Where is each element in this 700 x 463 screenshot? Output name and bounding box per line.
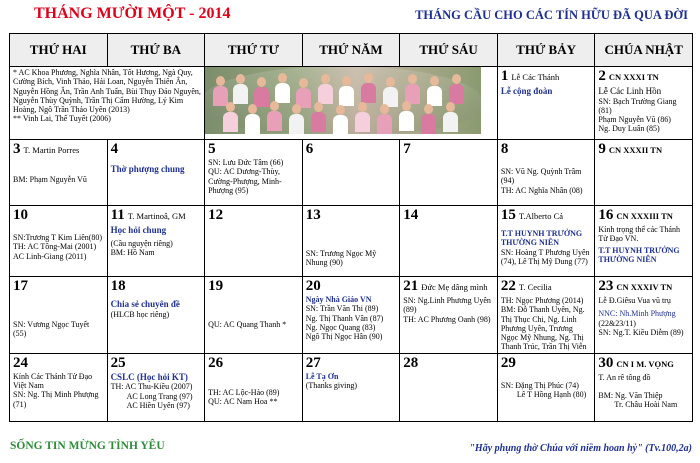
th-note: TH: Ngọc Phương (2014) <box>500 296 584 305</box>
day-cell <box>205 140 303 206</box>
day-event: Kính trọng thể các Thánh Tử Đạo VN. <box>598 225 680 244</box>
day-cell <box>595 277 693 354</box>
weekday-header-row <box>10 34 693 67</box>
day-number: 27 <box>305 354 321 371</box>
day-label: T. Cecilia <box>518 282 552 292</box>
day-number: 7 <box>403 141 411 157</box>
day-cell <box>205 277 303 354</box>
liturgical-label: CN XXXIII TN <box>616 211 673 221</box>
day-cell <box>400 353 498 421</box>
bm-note: Tr. Châu Hoài Nam <box>614 400 678 410</box>
birthday-note: SN: Trần Văn Thi (89) <box>305 304 379 314</box>
day-sub: (22&23/11) <box>598 318 636 328</box>
day-number: 22 <box>500 278 516 294</box>
day-event-2: T.T HUYNH TRƯỞNG <box>598 245 680 255</box>
day-number: 1 <box>500 68 509 84</box>
weekday-saturday: THỨ BẢY <box>497 34 595 67</box>
day-number: 25 <box>110 354 126 371</box>
month-title: THÁNG MƯỜI MỘT - 2014 <box>34 5 231 22</box>
intro-note: * AC Khoa Phương, Nghĩa Nhân, Tốt Hương, Ngà Quy, Cường Bích, Vinh Thảo, Hải Loan, Nguyễn Thiên Ân, Nguyễn Hồng Ân, Trần Anh Tuấn, Bùi Thụy Đảo Nguyên, Nguyễn Thùy Quỳnh, Trần Thị Cẩm Hường, Lý Kim Hoàng, Ngô Trần Thảo Uyên (2013) <box>13 68 201 115</box>
day-number: 2 <box>598 68 606 84</box>
day-cell <box>400 206 498 277</box>
day-event: T. Martin Porres <box>23 145 80 155</box>
week-row <box>10 67 693 140</box>
day-cell <box>302 353 400 421</box>
day-event: Thờ phượng chung <box>110 164 185 174</box>
day-number: 11 <box>110 207 125 223</box>
page-footer <box>0 436 700 463</box>
group-photo-cell <box>205 67 498 140</box>
birthday-note: SN: Trương Ngọc Mỹ Nhung (90) <box>305 249 377 268</box>
day-number: 9 <box>598 141 606 157</box>
day-number: 26 <box>208 354 224 371</box>
group-photo <box>205 67 482 135</box>
day-event: CSLC (Học hỏi KT) <box>110 371 188 382</box>
day-sub: Lễ cộng đoàn <box>500 86 553 96</box>
day-cell <box>497 353 595 421</box>
day-cell <box>595 206 693 277</box>
day-event: T.T HUYNH TRƯỞNG <box>500 229 583 238</box>
birthday-note: SN: Đặng Thị Phúc (74) <box>500 380 579 390</box>
day-event: Học hỏi chung <box>110 225 167 235</box>
day-sub: (Cầu nguyện riêng) <box>110 238 173 248</box>
day-number: 28 <box>403 354 419 371</box>
day-event: Lễ Các Thánh <box>511 72 560 82</box>
birthday-note: Lê T Hồng Hạnh (80) <box>516 390 587 400</box>
intro-note-2: ** Vinh Lai, Thế Tuyết (2006) <box>13 114 111 124</box>
birthday-note: SN:Trương T Kim Liên(80) <box>13 233 103 242</box>
day-event-3: THƯỜNG NIÊN <box>598 254 657 264</box>
day-number: 29 <box>500 354 516 371</box>
liturgical-label: CN XXXI TN <box>608 72 659 82</box>
day-cell <box>497 277 595 354</box>
day-cell <box>107 206 205 277</box>
day-event: Lễ Đ.Giêsu Vua vũ trụ <box>598 296 671 305</box>
day-number: 18 <box>110 278 126 294</box>
day-number: 19 <box>208 278 224 294</box>
birthday-note: Ng. Ngọc Quang (83) <box>305 322 376 332</box>
day-sub: (HLCB học riêng) <box>110 309 170 319</box>
day-cell <box>497 67 595 140</box>
day-number: 23 <box>598 278 614 294</box>
birthday-note: Phạm Nguyễn Vũ (86) <box>598 115 671 125</box>
birthday-note: SN: Lưu Đức Tâm (66) <box>208 158 284 167</box>
day-number: 24 <box>13 354 28 371</box>
liturgical-label: CN I M. VỌNG <box>616 358 674 369</box>
day-number: 8 <box>500 141 509 157</box>
day-number: 13 <box>305 207 321 223</box>
day-number: 14 <box>403 207 419 223</box>
day-event: T. An rê tông đồ <box>598 372 651 382</box>
day-cell <box>205 206 303 277</box>
birthday-note: SN: Hoàng T Phương Uyên (74), Lê Thị Mỹ Dung (77) <box>500 247 590 266</box>
day-label: Đức Mẹ dâng mình <box>421 282 488 292</box>
liturgical-label: CN XXXII TN <box>608 145 663 155</box>
weekday-friday: THỨ SÁU <box>400 34 498 67</box>
th-note: AC Linh-Giang (2011) <box>13 251 87 261</box>
day-cell <box>595 353 693 421</box>
day-cell <box>400 277 498 354</box>
day-cell <box>595 67 693 140</box>
th-note: TH: AC Nghĩa Nhân (08) <box>500 185 583 195</box>
birthday-note: Ng. Duy Luân (85) <box>598 124 660 134</box>
day-cell <box>10 206 108 277</box>
birthday-note: SN: Vũ Ng. Quỳnh Trâm (94) <box>500 167 582 186</box>
day-cell <box>107 277 205 354</box>
footer-motto: SỐNG TIN MỪNG TÌNH YÊU <box>10 440 165 452</box>
bm-note: BM: Ng. Văn Thiệp <box>598 391 663 401</box>
day-number: 5 <box>208 141 216 157</box>
weekday-thursday: THỨ NĂM <box>302 34 400 67</box>
birthday-note: SN: Ng.T. Kiều Diễm (89) <box>598 327 684 337</box>
day-number: 3 <box>13 141 21 157</box>
qu-note: QU: AC Quang Thanh * <box>208 320 287 329</box>
day-cell <box>302 206 400 277</box>
day-cell <box>497 206 595 277</box>
birthday-note: SN: Vương Ngọc Tuyết (55) <box>13 320 90 339</box>
intro-note-cell <box>10 67 205 140</box>
day-number: 16 <box>598 207 614 223</box>
day-event: Kính Các Thánh Tử Đạo Việt Nam <box>13 371 93 391</box>
qu-note: QU: AC Nam Hoa ** <box>208 397 278 407</box>
weekday-monday: THỨ HAI <box>10 34 108 67</box>
footer-quote <box>469 443 692 454</box>
week-row <box>10 140 693 206</box>
day-number: 30 <box>598 354 614 371</box>
weekday-sunday: CHÚA NHẬT <box>595 34 693 67</box>
birthday-note: SN: Ng.Linh Phương Uyên (89) <box>403 296 491 315</box>
day-label: T.Alberto Cả <box>518 211 564 221</box>
page-header <box>0 0 700 34</box>
qu-note: QU: AC Dương-Thùy, Cường-Phượng, Minh-Phượng (95) <box>208 167 282 195</box>
birthday-note: SN: Ng. Thị Minh Phượng (71) <box>13 390 99 409</box>
day-number: 20 <box>305 278 321 294</box>
day-event-2: THƯỜNG NIÊN <box>500 238 559 248</box>
day-cell <box>10 277 108 354</box>
day-cell <box>302 277 400 354</box>
day-cell <box>10 140 108 206</box>
weekday-tuesday: THỨ BA <box>107 34 205 67</box>
day-event: Ngày Nhà Giáo VN <box>305 295 372 304</box>
day-cell <box>205 353 303 421</box>
weekday-wednesday: THỨ TƯ <box>205 34 303 67</box>
week-row <box>10 277 693 354</box>
week-row <box>10 206 693 277</box>
th-note: TH: AC Phương Oanh (98) <box>403 314 491 324</box>
calendar-table <box>9 33 693 422</box>
day-event: Lễ Các Linh Hồn <box>598 86 662 96</box>
day-number: 15 <box>500 207 516 223</box>
day-event-2: NNC: Nh.Minh Phượng <box>598 309 676 319</box>
day-number: 4 <box>110 141 119 157</box>
day-cell <box>595 140 693 206</box>
th-note: TH: AC Thu-Kiều (2007) <box>110 382 193 392</box>
day-number: 6 <box>305 141 314 157</box>
day-cell <box>107 140 205 206</box>
day-cell <box>400 140 498 206</box>
birthday-note: SN: Bạch Trường Giang (81) <box>598 96 677 115</box>
th-note: TH: AC Tông-Mai (2001) <box>13 242 97 252</box>
prayer-intention-title: THÁNG CẦU CHO CÁC TÍN HỮU ĐÃ QUA ĐỜI <box>415 8 688 22</box>
birthday-note: Ngô Thị Ngọc Hân (90) <box>305 332 383 342</box>
day-event: Lễ Tạ Ơn <box>305 371 339 381</box>
day-number: 12 <box>208 207 224 223</box>
th-note: AC Hiền Uyên (97) <box>126 400 190 410</box>
day-number: 21 <box>403 278 419 294</box>
day-cell <box>302 140 400 206</box>
day-sub: (Thanks giving) <box>305 381 358 391</box>
bm-note: BM: Đỗ Thanh Uyên, Ng. Thị Thục Chi, Ng. Linh Phương Uyên, Trương Ngọc Mỹ Nhung, Ng. Thị Thanh Trúc, Trần Thị Viễn <box>500 305 587 352</box>
day-cell <box>107 353 205 421</box>
week-row <box>10 353 693 421</box>
quote-reference: (Tv.100,2a) <box>645 443 692 454</box>
quote-text: "Hãy phụng thờ Chúa với niềm hoan hỷ" <box>469 443 643 454</box>
day-number: 10 <box>13 207 28 223</box>
th-note: AC Long Trang (97) <box>126 391 193 401</box>
th-note: TH: AC Lộc-Hảo (89) <box>208 387 280 397</box>
bm-note: BM: Hồ Nam <box>110 247 155 257</box>
day-number: 17 <box>13 278 28 294</box>
day-cell <box>497 140 595 206</box>
day-cell <box>10 353 108 421</box>
liturgical-label: CN XXXIV TN <box>616 282 673 292</box>
birthday-note: Ng. Thị Thanh Vân (87) <box>305 313 384 323</box>
bm-note: BM: Phạm Nguyễn Vũ <box>13 175 87 184</box>
day-event: Chia sẻ chuyên đề <box>110 299 180 309</box>
day-label: T. Martinoâ, GM <box>127 211 186 221</box>
